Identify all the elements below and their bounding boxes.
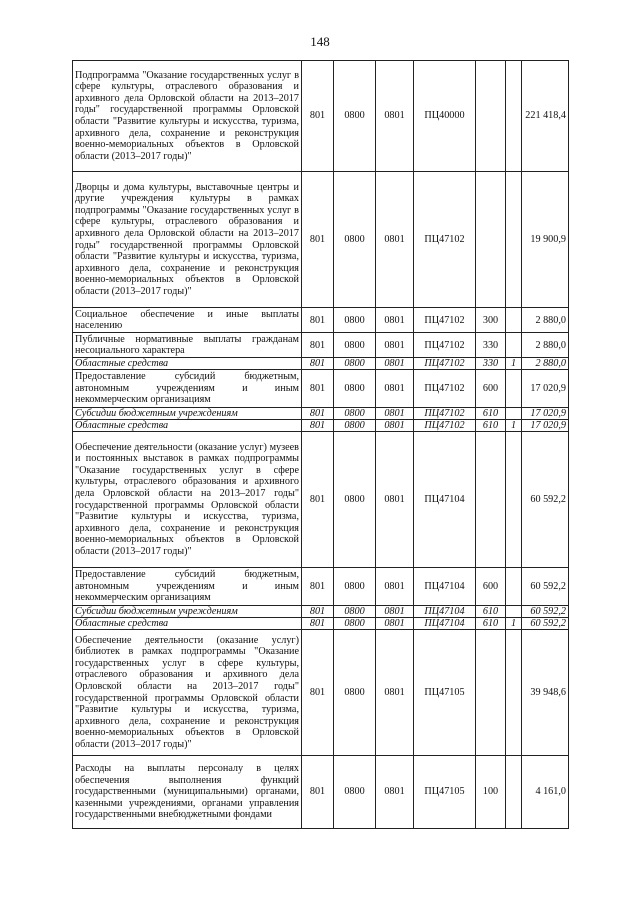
cell-vr: 610: [476, 606, 506, 618]
cell-razdel: 0800: [334, 606, 376, 618]
cell-amount: 60 592,2: [522, 618, 569, 630]
cell-vr: 610: [476, 420, 506, 432]
cell-amount: 19 900,9: [522, 172, 569, 308]
cell-level: [506, 370, 522, 408]
cell-level: 1: [506, 420, 522, 432]
cell-podrazdel: 0801: [376, 568, 414, 606]
cell-level: [506, 408, 522, 420]
table-row: [73, 568, 569, 606]
cell-amount: 4 161,0: [522, 756, 569, 829]
cell-amount: 221 418,4: [522, 61, 569, 172]
table-body: [73, 61, 569, 829]
cell-csr: ПЦ47102: [414, 308, 476, 333]
row-description: Областные средства: [73, 420, 302, 432]
cell-razdel: 0800: [334, 618, 376, 630]
cell-ved: 801: [302, 408, 334, 420]
table-row: [73, 333, 569, 358]
cell-ved: 801: [302, 606, 334, 618]
cell-ved: 801: [302, 756, 334, 829]
table-row: [73, 172, 569, 308]
cell-razdel: 0800: [334, 630, 376, 756]
cell-amount: 17 020,9: [522, 420, 569, 432]
cell-razdel: 0800: [334, 756, 376, 829]
cell-ved: 801: [302, 370, 334, 408]
cell-podrazdel: 0801: [376, 408, 414, 420]
row-description: Подпрограмма "Оказание государственных услуг в сфере культуры, отраслевого образования и архивного дела Орловской области на 2013–2017 годы" государственной программы Орловской области "Развитие культуры и искусства, туризма, архивного дела, сохранение и реконструкция военно-мемориальных объектов в Орловской области (2013–2017 годы)": [73, 61, 302, 172]
cell-razdel: 0800: [334, 370, 376, 408]
budget-table: [72, 60, 569, 829]
cell-vr: [476, 61, 506, 172]
cell-vr: 600: [476, 370, 506, 408]
cell-amount: 17 020,9: [522, 370, 569, 408]
cell-ved: 801: [302, 358, 334, 370]
cell-amount: 60 592,2: [522, 606, 569, 618]
cell-razdel: 0800: [334, 172, 376, 308]
cell-razdel: 0800: [334, 420, 376, 432]
cell-vr: 610: [476, 618, 506, 630]
cell-vr: 300: [476, 308, 506, 333]
cell-podrazdel: 0801: [376, 618, 414, 630]
row-description: Предоставление субсидий бюджетным, автономным учреждениям и иным некоммерческим организациям: [73, 370, 302, 408]
cell-vr: 330: [476, 358, 506, 370]
cell-csr: ПЦ47102: [414, 408, 476, 420]
cell-ved: 801: [302, 568, 334, 606]
cell-vr: 100: [476, 756, 506, 829]
table-row: [73, 420, 569, 432]
cell-amount: 60 592,2: [522, 568, 569, 606]
row-description: Обеспечение деятельности (оказание услуг) музеев и постоянных выставок в рамках подпрограммы "Оказание государственных услуг в сфере культуры, отраслевого образования и архивного дела Орловской области на 2013–2017 годы" государственной программы Орловской области "Развитие культуры и искусства, туризма, архивного дела, сохранение и реконструкция военно-мемориальных объектов в Орловской области (2013–2017 годы)": [73, 432, 302, 568]
cell-ved: 801: [302, 630, 334, 756]
table-row: [73, 358, 569, 370]
cell-level: [506, 568, 522, 606]
cell-csr: ПЦ47102: [414, 172, 476, 308]
cell-level: [506, 333, 522, 358]
cell-amount: 2 880,0: [522, 333, 569, 358]
cell-csr: ПЦ47102: [414, 420, 476, 432]
table-row: [73, 408, 569, 420]
cell-vr: 600: [476, 568, 506, 606]
cell-razdel: 0800: [334, 408, 376, 420]
cell-razdel: 0800: [334, 61, 376, 172]
cell-csr: ПЦ47104: [414, 618, 476, 630]
cell-razdel: 0800: [334, 308, 376, 333]
cell-amount: 17 020,9: [522, 408, 569, 420]
cell-csr: ПЦ47102: [414, 370, 476, 408]
cell-csr: ПЦ47104: [414, 432, 476, 568]
cell-podrazdel: 0801: [376, 172, 414, 308]
cell-vr: [476, 172, 506, 308]
cell-level: [506, 756, 522, 829]
table-row: [73, 61, 569, 172]
cell-csr: ПЦ47105: [414, 756, 476, 829]
table-row: [73, 630, 569, 756]
cell-csr: ПЦ47104: [414, 568, 476, 606]
cell-vr: [476, 432, 506, 568]
row-description: Расходы на выплаты персоналу в целях обеспечения выполнения функций государственными (муниципальными) органами, казенными учреждениями, органами управления государственными внебюджетными фондами: [73, 756, 302, 829]
cell-level: [506, 61, 522, 172]
cell-ved: 801: [302, 420, 334, 432]
table-row: [73, 756, 569, 829]
cell-vr: [476, 630, 506, 756]
cell-podrazdel: 0801: [376, 420, 414, 432]
row-description: Областные средства: [73, 618, 302, 630]
cell-csr: ПЦ47102: [414, 333, 476, 358]
page-number: 148: [310, 34, 330, 49]
cell-csr: ПЦ47104: [414, 606, 476, 618]
cell-razdel: 0800: [334, 568, 376, 606]
cell-podrazdel: 0801: [376, 370, 414, 408]
cell-ved: 801: [302, 308, 334, 333]
cell-level: [506, 630, 522, 756]
row-description: Областные средства: [73, 358, 302, 370]
table-row: [73, 618, 569, 630]
cell-podrazdel: 0801: [376, 606, 414, 618]
cell-csr: ПЦ47102: [414, 358, 476, 370]
cell-amount: 39 948,6: [522, 630, 569, 756]
cell-level: 1: [506, 358, 522, 370]
cell-ved: 801: [302, 432, 334, 568]
cell-podrazdel: 0801: [376, 756, 414, 829]
row-description: Субсидии бюджетным учреждениям: [73, 606, 302, 618]
cell-ved: 801: [302, 172, 334, 308]
cell-csr: ПЦ40000: [414, 61, 476, 172]
cell-amount: 2 880,0: [522, 358, 569, 370]
cell-podrazdel: 0801: [376, 358, 414, 370]
cell-level: [506, 432, 522, 568]
cell-level: [506, 606, 522, 618]
cell-level: [506, 308, 522, 333]
cell-podrazdel: 0801: [376, 61, 414, 172]
cell-podrazdel: 0801: [376, 333, 414, 358]
row-description: Обеспечение деятельности (оказание услуг) библиотек в рамках подпрограммы "Оказание государственных услуг в сфере культуры, отраслевого образования и архивного дела Орловской области на 2013–2017 годы" государственной программы Орловской области "Развитие культуры и искусства, туризма, архивного дела, сохранение и реконструкция военно-мемориальных объектов в Орловской области (2013–2017 годы)": [73, 630, 302, 756]
table-row: [73, 308, 569, 333]
cell-podrazdel: 0801: [376, 630, 414, 756]
row-description: Субсидии бюджетным учреждениям: [73, 408, 302, 420]
cell-ved: 801: [302, 333, 334, 358]
table-row: [73, 432, 569, 568]
cell-podrazdel: 0801: [376, 432, 414, 568]
cell-razdel: 0800: [334, 432, 376, 568]
cell-vr: 610: [476, 408, 506, 420]
table-row: [73, 370, 569, 408]
cell-ved: 801: [302, 61, 334, 172]
cell-razdel: 0800: [334, 333, 376, 358]
cell-razdel: 0800: [334, 358, 376, 370]
cell-level: [506, 172, 522, 308]
cell-ved: 801: [302, 618, 334, 630]
cell-csr: ПЦ47105: [414, 630, 476, 756]
cell-amount: 60 592,2: [522, 432, 569, 568]
table-row: [73, 606, 569, 618]
cell-vr: 330: [476, 333, 506, 358]
row-description: Дворцы и дома культуры, выставочные центры и другие учреждения культуры в рамках подпрограммы "Оказание государственных услуг в сфере культуры, отраслевого образования и архивного дела Орловской области на 2013–2017 годы" государственной программы Орловской области "Развитие культуры и искусства, туризма, архивного дела, сохранение и реконструкция военно-мемориальных объектов в Орловской области (2013–2017 годы)": [73, 172, 302, 308]
row-description: Социальное обеспечение и иные выплаты населению: [73, 308, 302, 333]
row-description: Публичные нормативные выплаты гражданам несоциального характера: [73, 333, 302, 358]
row-description: Предоставление субсидий бюджетным, автономным учреждениям и иным некоммерческим организациям: [73, 568, 302, 606]
cell-level: 1: [506, 618, 522, 630]
cell-podrazdel: 0801: [376, 308, 414, 333]
cell-amount: 2 880,0: [522, 308, 569, 333]
